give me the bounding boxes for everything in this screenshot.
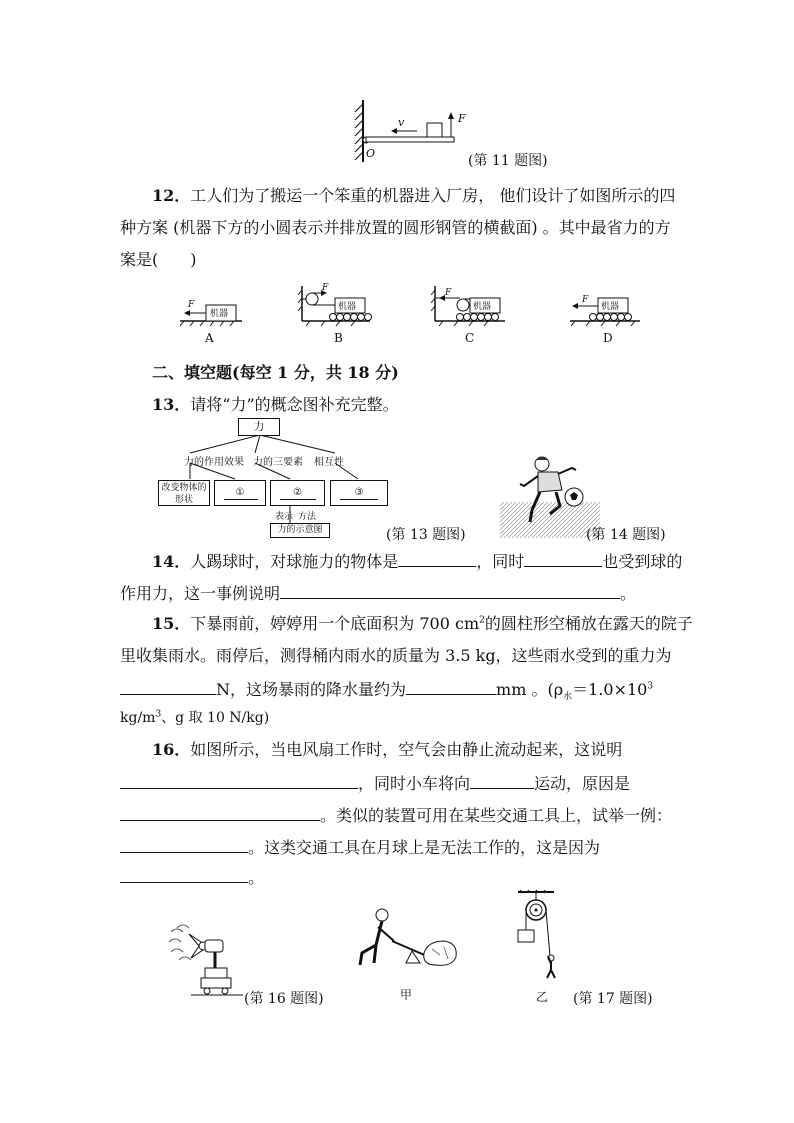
- q14-blank-1[interactable]: [398, 550, 476, 567]
- q16-line2: ，同时小车将向 运动，原因是: [120, 772, 680, 794]
- q13-box-3: ③: [330, 480, 388, 506]
- q16-blank-2[interactable]: [470, 772, 534, 789]
- q11-caption: (第 11 题图): [468, 153, 548, 169]
- q12-options-figure: [180, 284, 650, 328]
- q13-line: 13．请将“力”的概念图补充完整。: [152, 395, 399, 414]
- q13-branch3: 相互性: [314, 457, 344, 468]
- q12-option-d: D: [603, 331, 613, 345]
- q15-line2: 里收集雨水。雨停后，测得桶内雨水的质量为 3.5 kg，这些雨水受到的重力为: [120, 646, 672, 665]
- q12-option-b: B: [334, 331, 343, 345]
- q16-line4: 。这类交通工具在月球上是无法工作的，这是因为: [120, 836, 680, 858]
- q15-line1: 15．下暴雨前，婷婷用一个底面积为 700 $cm^2$的圆柱形空桶放在露天的院子: [152, 614, 693, 633]
- q12-option-a: A: [205, 331, 214, 345]
- q12-d-machine: 机器: [601, 302, 620, 312]
- q16-blank-4[interactable]: [120, 836, 248, 853]
- q12-a-machine: 机器: [210, 309, 229, 319]
- q12-c-f: F: [445, 288, 452, 298]
- q13-blank-1[interactable]: [224, 499, 258, 500]
- q14-line2: 作用力，这一事例说明 。: [120, 584, 637, 603]
- q11-o-label: O: [366, 147, 376, 160]
- q12-a-f: F: [188, 300, 195, 310]
- q13-branch2: 力的三要素: [253, 457, 303, 468]
- q16-blank-3[interactable]: [120, 804, 320, 821]
- q14-blank-3[interactable]: [280, 582, 620, 599]
- q13-branch1: 力的作用效果: [184, 457, 244, 468]
- q17-label-yi: 乙: [536, 990, 549, 1004]
- q12-line1: 12．工人们为了搬运一个笨重的机器进入厂房， 他们设计了如图所示的四: [152, 186, 676, 205]
- q13-rep-label: 表示: [275, 512, 294, 522]
- q16-blank-1[interactable]: [120, 772, 358, 789]
- q16-blank-5[interactable]: [120, 866, 248, 883]
- q12-b-f: F: [322, 283, 329, 293]
- q12-line2: 种方案 (机器下方的小圆表示并排放置的圆形钢管的横截面) 。其中最省力的方: [120, 218, 671, 237]
- q15-blank-2[interactable]: [406, 678, 496, 695]
- q13-box-2: ②: [270, 480, 325, 506]
- q11-f-label: F: [458, 112, 466, 125]
- q13-blank-2[interactable]: [280, 499, 316, 500]
- q16-line1: 16．如图所示，当电风扇工作时，空气会由静止流动起来，这说明: [152, 740, 623, 759]
- q13-caption: (第 13 题图): [386, 527, 466, 543]
- q15-blank-1[interactable]: [120, 678, 216, 695]
- q15-line4: $kg/m^3$、g 取 10 N/kg): [120, 709, 270, 726]
- q13-box-shape: 改变物体的形状: [158, 480, 210, 506]
- q17-jia-figure: [348, 905, 463, 985]
- q16-figure: [165, 920, 245, 1000]
- q12-option-c: C: [465, 331, 475, 345]
- q17-caption: (第 17 题图): [573, 991, 653, 1007]
- section-title: 二、填空题(每空 1 分，共 18 分): [152, 363, 399, 382]
- q11-figure: [345, 100, 475, 170]
- q15-line3: N，这场暴雨的降水量约为 mm 。($\rho_水=1.0\times 10^3$: [120, 678, 680, 700]
- q14-line1: 14．人踢球时，对球施力的物体是 ，同时 也受到球的: [152, 552, 683, 571]
- q13-method-label: 方法: [298, 512, 317, 522]
- q12-line3: 案是( ): [120, 250, 197, 269]
- q11-v-label: v: [398, 116, 405, 129]
- q17-label-jia: 甲: [400, 988, 413, 1002]
- q14-figure: [500, 450, 600, 540]
- q14-blank-2[interactable]: [524, 550, 602, 567]
- q12-c-machine: 机器: [473, 302, 492, 312]
- q14-caption: (第 14 题图): [586, 527, 666, 543]
- q12-d-f: F: [582, 295, 589, 305]
- q16-line5: 。: [120, 866, 680, 888]
- q17-yi-figure: [510, 890, 570, 982]
- q13-blank-3[interactable]: [340, 499, 378, 500]
- q16-line3: 。类似的装置可用在某些交通工具上，试举一例：: [120, 804, 680, 826]
- q13-diagram-box: 力的示意图: [270, 523, 330, 538]
- q12-b-machine: 机器: [338, 302, 357, 312]
- q13-root-box: 力: [238, 418, 280, 436]
- q13-box-1: ①: [214, 480, 266, 506]
- q16-caption: (第 16 题图): [244, 991, 324, 1007]
